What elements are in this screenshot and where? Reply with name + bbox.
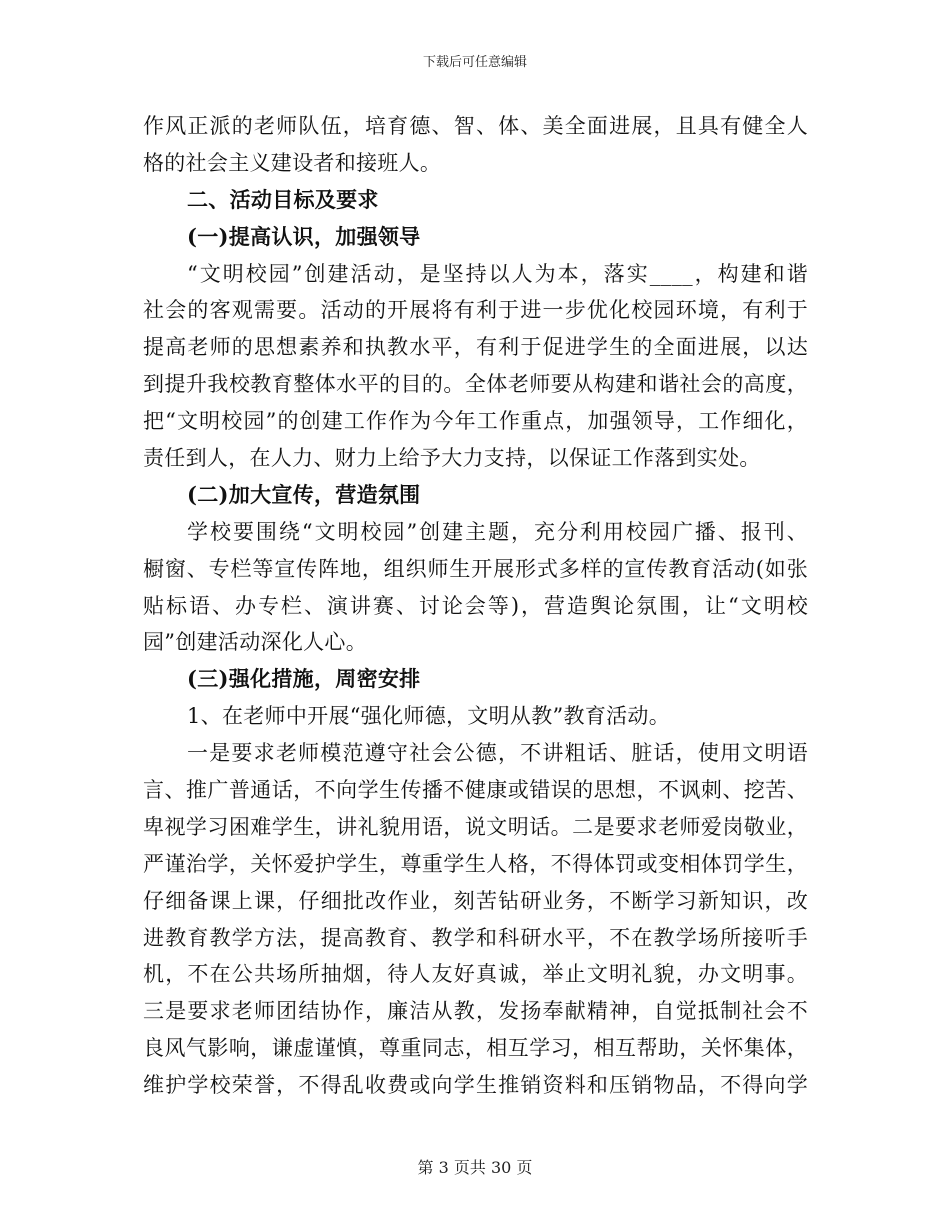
text-line: 1、在老师中开展“强化师德，文明从教”教育活动。 bbox=[187, 704, 671, 729]
section-heading: (一)提高认识，加强领导 bbox=[187, 223, 421, 249]
section-heading: (三)强化措施，周密安排 bbox=[187, 666, 421, 692]
text-line: 进教育教学方法，提高教育、教学和科研水平，不在教学场所接听手 bbox=[143, 925, 808, 950]
text-line: 卑视学习困难学生，讲礼貌用语，说文明话。二是要求老师爱岗敬业， bbox=[143, 814, 808, 839]
text-line: 到提升我校教育整体水平的目的。全体老师要从构建和谐社会的高度， bbox=[143, 372, 808, 397]
section-heading: (二)加大宣传，营造氛围 bbox=[187, 481, 421, 507]
text-line: 责任到人，在人力、财力上给予大力支持，以保证工作落到实处。 bbox=[143, 446, 761, 471]
text-line: 一是要求老师模范遵守社会公德，不讲粗话、脏话，使用文明语 bbox=[187, 741, 808, 766]
text-line: 言、推广普通话，不向学生传播不健康或错误的思想，不讽刺、挖苦、 bbox=[143, 778, 808, 803]
text-line: “文明校园”创建活动，是坚持以人为本，落实____，构建和谐 bbox=[187, 261, 808, 286]
text-line: 三是要求老师团结协作，廉洁从教，发扬奉献精神，自觉抵制社会不 bbox=[143, 999, 808, 1024]
text-line: 格的社会主义建设者和接班人。 bbox=[143, 150, 442, 175]
text-line: 良风气影响，谦虚谨慎，尊重同志，相互学习，相互帮助，关怀集体， bbox=[143, 1036, 808, 1061]
text-line: 机，不在公共场所抽烟，待人友好真诚，举止文明礼貌，办文明事。 bbox=[143, 962, 808, 987]
text-line: 作风正派的老师队伍，培育德、智、体、美全面进展，且具有健全人 bbox=[143, 114, 808, 138]
text-line: 维护学校荣誉，不得乱收费或向学生推销资料和压销物品，不得向学 bbox=[143, 1073, 808, 1098]
text-line: 学校要围绕“文明校园”创建主题，充分利用校园广播、报刊、 bbox=[187, 519, 808, 544]
text-line: 严谨治学，关怀爱护学生，尊重学生人格，不得体罚或变相体罚学生， bbox=[143, 851, 808, 876]
text-line: 社会的客观需要。活动的开展将有利于进一步优化校园环境，有利于 bbox=[143, 298, 808, 323]
page-footer: 第 3 页共 30 页 bbox=[417, 1158, 533, 1177]
text-line: 橱窗、专栏等宣传阵地，组织师生开展形式多样的宣传教育活动(如张 bbox=[143, 556, 808, 581]
text-line: 仔细备课上课，仔细批改作业，刻苦钻研业务，不断学习新知识，改 bbox=[143, 888, 808, 913]
document-body bbox=[143, 108, 808, 1104]
page-header: 下载后可任意编辑 bbox=[422, 55, 527, 70]
text-line: 贴标语、办专栏、演讲赛、讨论会等)，营造舆论氛围，让“文明校 bbox=[143, 593, 808, 618]
text-line: 园”创建活动深化人心。 bbox=[143, 630, 368, 655]
text-line: 把“文明校园”的创建工作作为今年工作重点，加强领导，工作细化， bbox=[143, 409, 808, 434]
text-line: 提高老师的思想素养和执教水平，有利于促进学生的全面进展，以达 bbox=[143, 335, 808, 360]
section-heading: 二、活动目标及要求 bbox=[187, 186, 379, 212]
